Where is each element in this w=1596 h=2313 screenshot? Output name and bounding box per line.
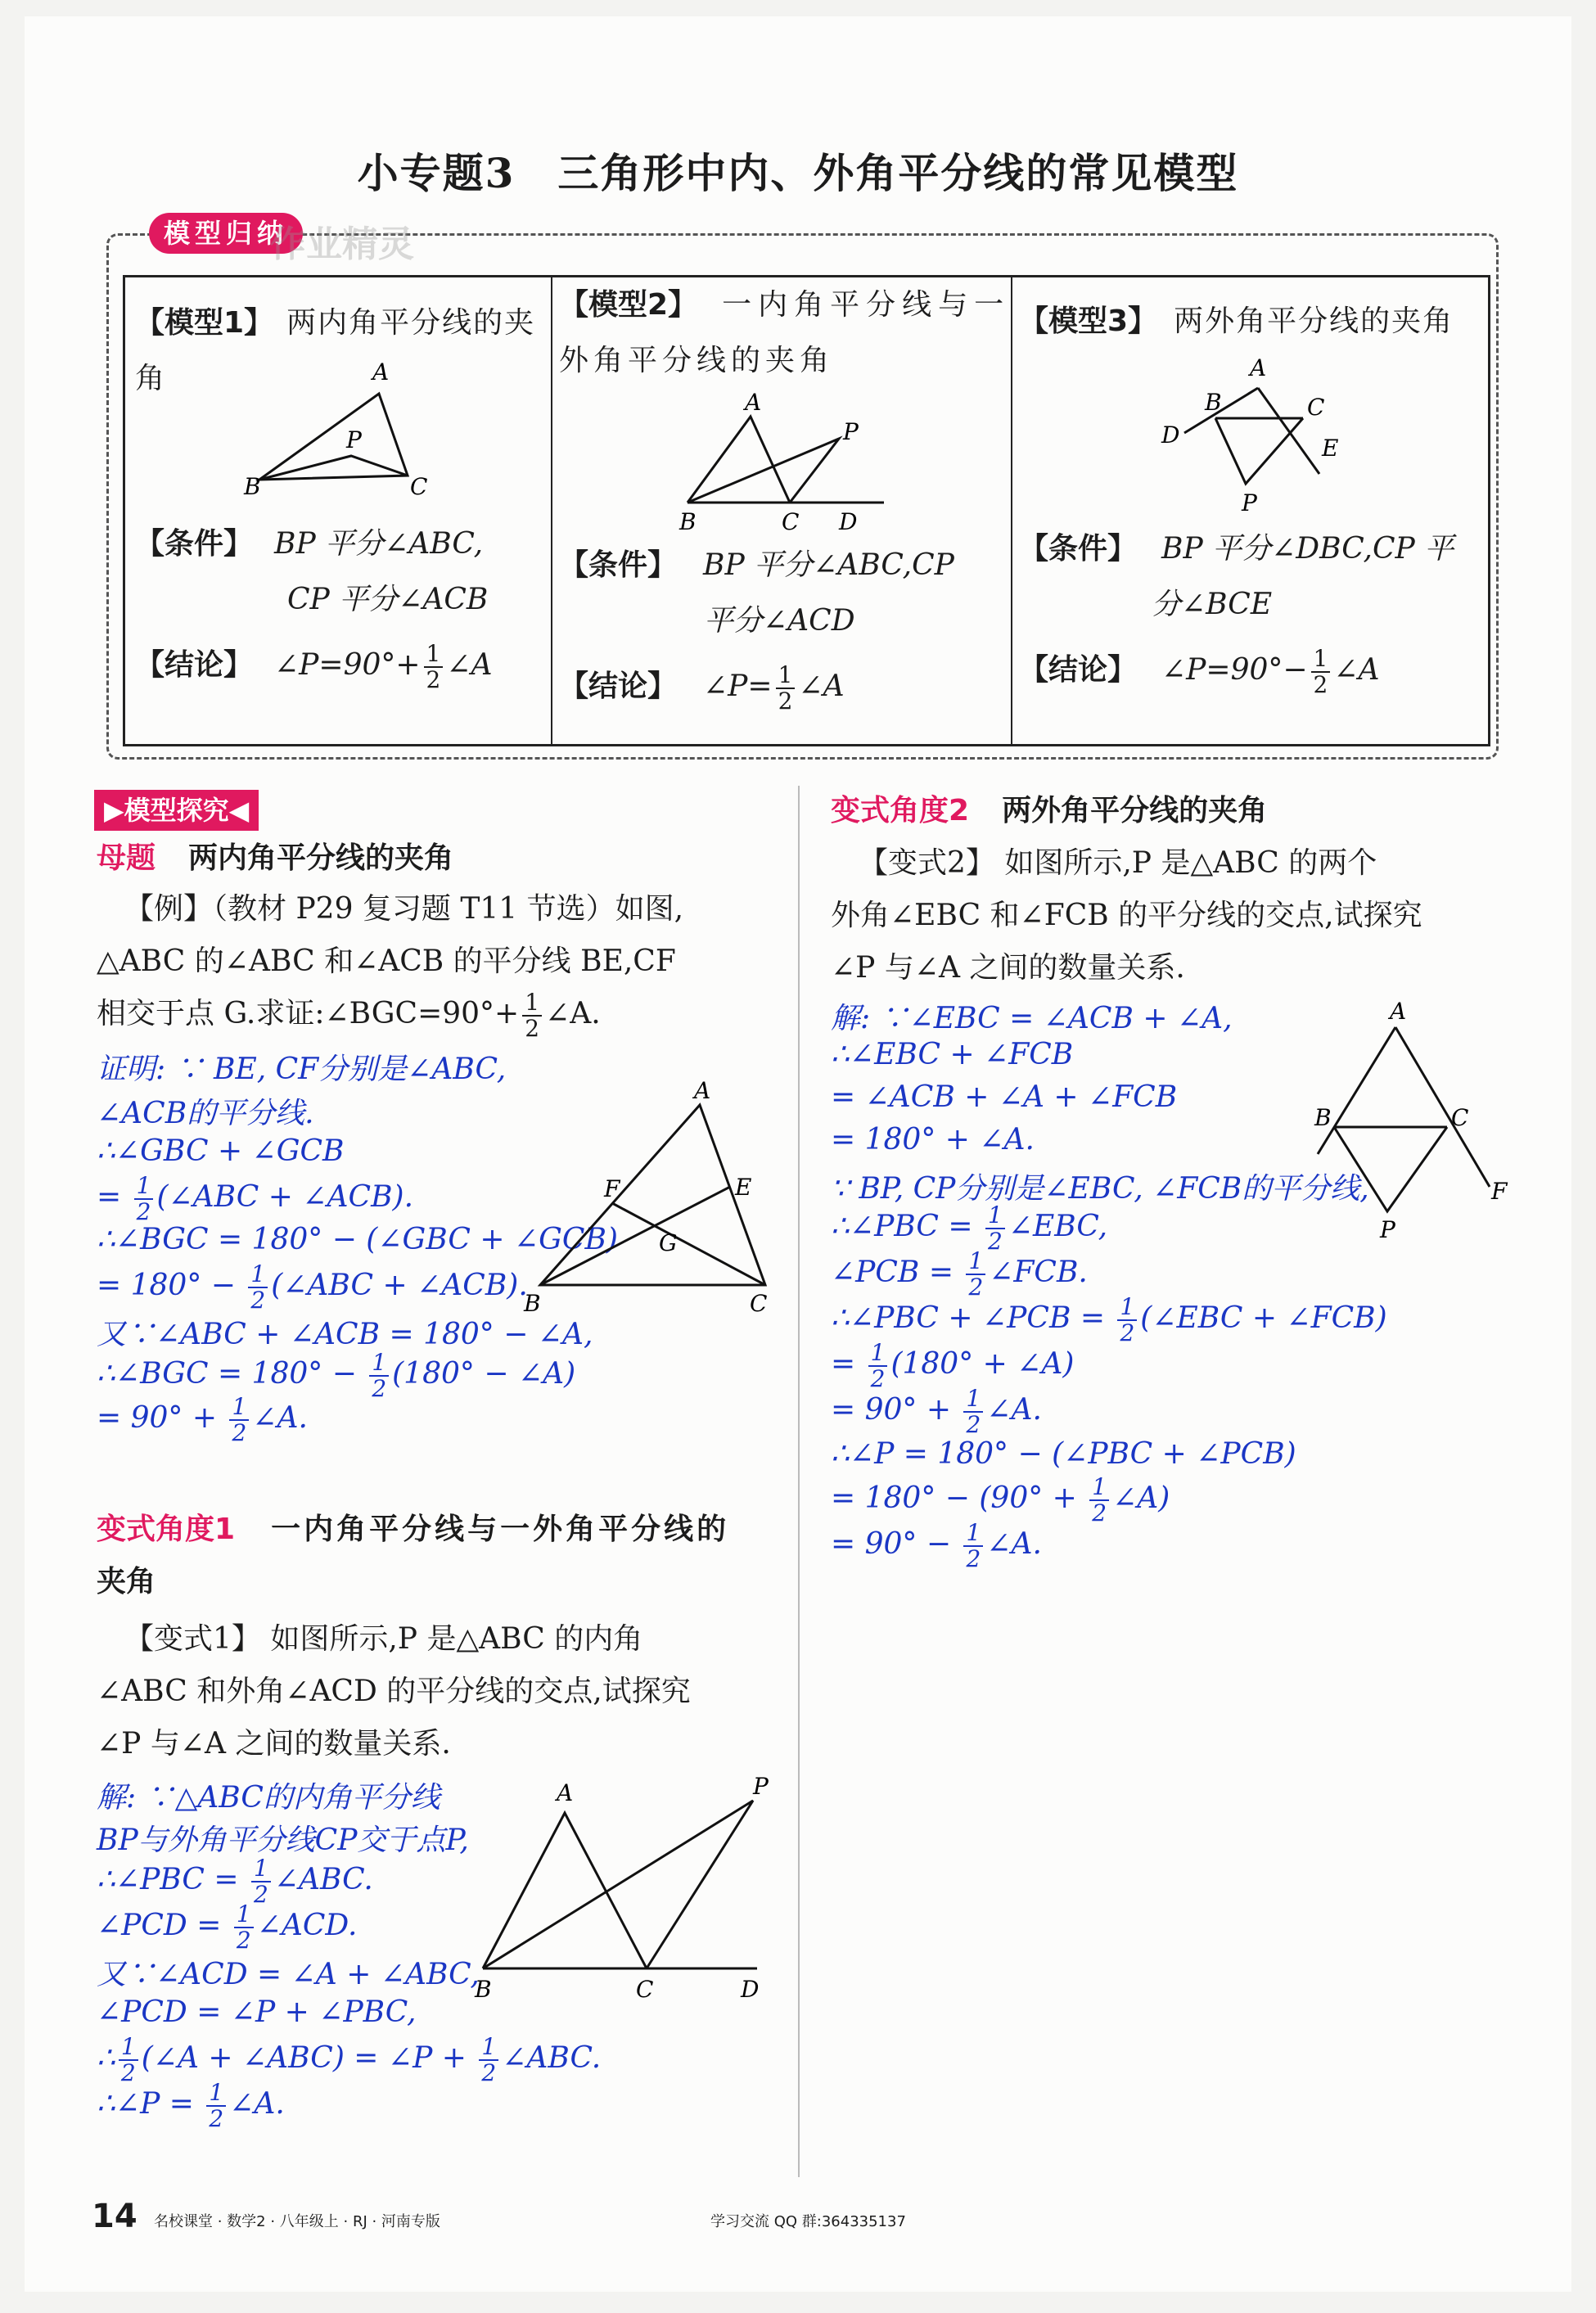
- qq-group: 学习交流 QQ 群:364335137: [710, 2213, 906, 2230]
- label-e: E: [735, 1174, 752, 1201]
- v1-sol-line-6: ∠PCD = ∠P + ∠PBC,: [97, 1995, 417, 2029]
- example-line-2: △ABC 的∠ABC 和∠ACB 的平分线 BE,CF: [97, 945, 676, 978]
- example-line-3: 相交于点 G.求证:∠BGC=90°+ $\frac{1}{2}$ ∠A.: [97, 989, 601, 1042]
- variant-1-question-3: ∠P 与∠A 之间的数量关系.: [97, 1727, 451, 1761]
- bisector-lines: [1215, 418, 1303, 484]
- model-1-figure: [244, 351, 461, 507]
- example-line-1: 【例】（教材 P29 复习题 T11 节选）如图,: [124, 892, 684, 926]
- proof-line-9: = 90° + $\frac{1}{2}$ ∠A.: [97, 1393, 308, 1446]
- label-p: P: [1242, 489, 1257, 516]
- label-b: B: [475, 1976, 492, 2003]
- variant-1-question-1: 【变式1】 如图所示,P 是△ABC 的内角: [124, 1622, 643, 1656]
- label-d: D: [741, 1976, 760, 2003]
- triangle-abc: [483, 1813, 647, 1968]
- variant-2-figure: [1301, 999, 1547, 1244]
- label-c: C: [1307, 394, 1325, 421]
- label-b: B: [244, 473, 261, 500]
- triangle-abc: [688, 417, 790, 503]
- label-c: C: [750, 1290, 768, 1317]
- v2-sol-line-2: ∴∠EBC + ∠FCB: [831, 1038, 1074, 1071]
- variant-1-figure: [462, 1768, 790, 2005]
- v2-sol-line-10: = 90° + $\frac{1}{2}$ ∠A.: [831, 1385, 1042, 1438]
- model-2-conclusion: 【结论】 ∠P= $\frac{1}{2}$ ∠A: [559, 661, 845, 715]
- label-p: P: [753, 1773, 769, 1800]
- bisector-lines: [1334, 1127, 1447, 1211]
- variant-2-question-1: 【变式2】 如图所示,P 是△ABC 的两个: [859, 846, 1377, 880]
- model-1-conclusion: 【结论】 ∠P=90°+ $\frac{1}{2}$ ∠A: [135, 640, 493, 693]
- label-a: A: [694, 1077, 711, 1104]
- v2-sol-line-12: = 180° − (90° + $\frac{1}{2}$ ∠A): [831, 1473, 1170, 1526]
- v2-sol-line-11: ∴∠P = 180° − (∠PBC + ∠PCB): [831, 1437, 1296, 1471]
- example-figure: [524, 1077, 786, 1318]
- label-f: F: [1491, 1178, 1508, 1205]
- proof-line-2: ∠ACB的平分线.: [97, 1097, 314, 1130]
- model-2-cell: [552, 277, 1012, 744]
- variant-2-heading: 变式角度2 两外角平分线的夹角: [831, 794, 1268, 827]
- variant-1-heading-2: 夹角: [97, 1565, 156, 1598]
- book-info: 名校课堂 · 数学2 · 八年级上 · RJ · 河南专版: [154, 2213, 440, 2230]
- bisector-cf: [612, 1203, 765, 1285]
- label-f: F: [604, 1175, 620, 1202]
- triangle-abc: [540, 1105, 765, 1285]
- model-1-heading: 【模型1】 两内角平分线的夹角: [135, 306, 536, 395]
- v2-sol-line-9: = $\frac{1}{2}$ (180° + ∠A): [831, 1339, 1075, 1392]
- v1-sol-line-5: 又∵∠ACD = ∠A + ∠ABC,: [97, 1958, 480, 1991]
- label-a: A: [557, 1779, 574, 1806]
- model-2-condition-2: 平分∠ACD: [704, 604, 855, 638]
- label-a: A: [372, 358, 390, 386]
- proof-line-5: ∴∠BGC = 180° − (∠GBC + ∠GCB): [97, 1223, 618, 1256]
- model-explore-tag: ▶模型探究◀: [94, 790, 259, 831]
- proof-line-4: = $\frac{1}{2}$ (∠ABC + ∠ACB).: [97, 1172, 414, 1225]
- model-2-heading-2: 外角平分线的夹角: [559, 344, 835, 377]
- label-b: B: [1314, 1104, 1332, 1131]
- proof-line-1: 证明: ∵ BE, CF分别是∠ABC,: [97, 1053, 507, 1086]
- v1-sol-line-4: ∠PCD = $\frac{1}{2}$ ∠ACD.: [97, 1900, 358, 1954]
- label-p: P: [1380, 1216, 1395, 1243]
- model-1-cell: [125, 277, 552, 744]
- variant-1-heading: 变式角度1 一内角平分线与一外角平分线的: [97, 1513, 730, 1546]
- v1-sol-line-2: BP与外角平分线CP交于点P,: [97, 1824, 469, 1857]
- model-3-conclusion: 【结论】 ∠P=90°− $\frac{1}{2}$ ∠A: [1019, 645, 1380, 698]
- model-1-condition-2: CP 平分∠ACB: [287, 583, 489, 616]
- bisector-be: [540, 1187, 730, 1285]
- model-2-heading: 【模型2】 一内角平分线与一: [559, 288, 1011, 322]
- proof-line-6: = 180° − $\frac{1}{2}$ (∠ABC + ∠ACB).: [97, 1260, 528, 1314]
- label-p: P: [346, 426, 362, 453]
- label-g: G: [659, 1229, 678, 1256]
- proof-line-3: ∴∠GBC + ∠GCB: [97, 1134, 345, 1168]
- label-c: C: [1451, 1104, 1469, 1131]
- model-2-figure: [675, 389, 921, 539]
- v1-sol-line-8: ∴∠P = $\frac{1}{2}$ ∠A.: [97, 2079, 285, 2132]
- model-3-condition-2: 分∠BCE: [1152, 588, 1273, 621]
- bisector-lines: [483, 1801, 753, 1968]
- label-c: C: [636, 1976, 654, 2003]
- label-d: D: [1161, 422, 1180, 449]
- v1-sol-line-3: ∴∠PBC = $\frac{1}{2}$ ∠ABC.: [97, 1855, 373, 1908]
- proof-line-8: ∴∠BGC = 180° − $\frac{1}{2}$ (180° − ∠A): [97, 1349, 576, 1402]
- model-3-cell: [1012, 277, 1486, 744]
- watermark: 作业精灵: [270, 223, 414, 265]
- v2-sol-line-3: = ∠ACB + ∠A + ∠FCB: [831, 1080, 1178, 1114]
- v2-sol-line-5: ∵ BP, CP分别是∠EBC, ∠FCB的平分线,: [831, 1172, 1369, 1206]
- label-b: B: [679, 508, 697, 535]
- v2-sol-line-13: = 90° − $\frac{1}{2}$ ∠A.: [831, 1519, 1042, 1572]
- model-table: [123, 275, 1490, 746]
- variant-1-question-2: ∠ABC 和外角∠ACD 的平分线的交点,试探究: [97, 1675, 691, 1708]
- mother-heading: 母题 两内角平分线的夹角: [97, 841, 454, 875]
- label-d: D: [839, 508, 858, 535]
- label-b: B: [524, 1290, 541, 1317]
- label-e: E: [1322, 435, 1339, 462]
- label-a: A: [1250, 354, 1267, 381]
- model-3-condition: 【条件】 BP 平分∠DBC,CP 平: [1019, 532, 1454, 566]
- v2-sol-line-4: = 180° + ∠A.: [831, 1123, 1035, 1156]
- label-b: B: [1205, 389, 1222, 416]
- label-c: C: [782, 508, 800, 535]
- v2-sol-line-6: ∴∠PBC = $\frac{1}{2}$ ∠EBC,: [831, 1202, 1108, 1255]
- column-divider: [798, 786, 800, 2177]
- variant-2-question-3: ∠P 与∠A 之间的数量关系.: [831, 951, 1185, 985]
- proof-line-7: 又∵∠ABC + ∠ACB = 180° − ∠A,: [97, 1318, 593, 1351]
- model-2-condition: 【条件】 BP 平分∠ABC,CP: [559, 548, 954, 582]
- model-3-heading: 【模型3】 两外角平分线的夹角: [1019, 304, 1454, 338]
- label-a: A: [1390, 998, 1407, 1025]
- v1-sol-line-7: ∴ $\frac{1}{2}$ (∠A + ∠ABC) = ∠P + $\frac{1}{2}$ ∠ABC.: [97, 2033, 602, 2086]
- summary-badge: 模型归纳: [149, 213, 303, 254]
- v1-sol-line-1: 解: ∵△ABC的内角平分线: [97, 1781, 440, 1815]
- label-p: P: [843, 418, 859, 445]
- v2-sol-line-1: 解: ∵∠EBC = ∠ACB + ∠A,: [831, 1002, 1233, 1035]
- line-af: [1395, 1027, 1490, 1187]
- v2-sol-line-8: ∴∠PBC + ∠PCB = $\frac{1}{2}$ (∠EBC + ∠FCB): [831, 1293, 1387, 1346]
- model-3-figure: [1160, 351, 1356, 515]
- variant-2-question-2: 外角∠EBC 和∠FCB 的平分线的交点,试探究: [831, 899, 1422, 932]
- page-title: 小专题3 三角形中内、外角平分线的常见模型: [357, 149, 1239, 197]
- v2-sol-line-7: ∠PCB = $\frac{1}{2}$ ∠FCB.: [831, 1247, 1088, 1301]
- label-a: A: [745, 389, 762, 416]
- page-number: 14: [92, 2198, 138, 2235]
- label-c: C: [410, 473, 428, 500]
- line-ae: [1318, 1027, 1395, 1154]
- model-1-condition: 【条件】 BP 平分∠ABC,: [135, 527, 484, 561]
